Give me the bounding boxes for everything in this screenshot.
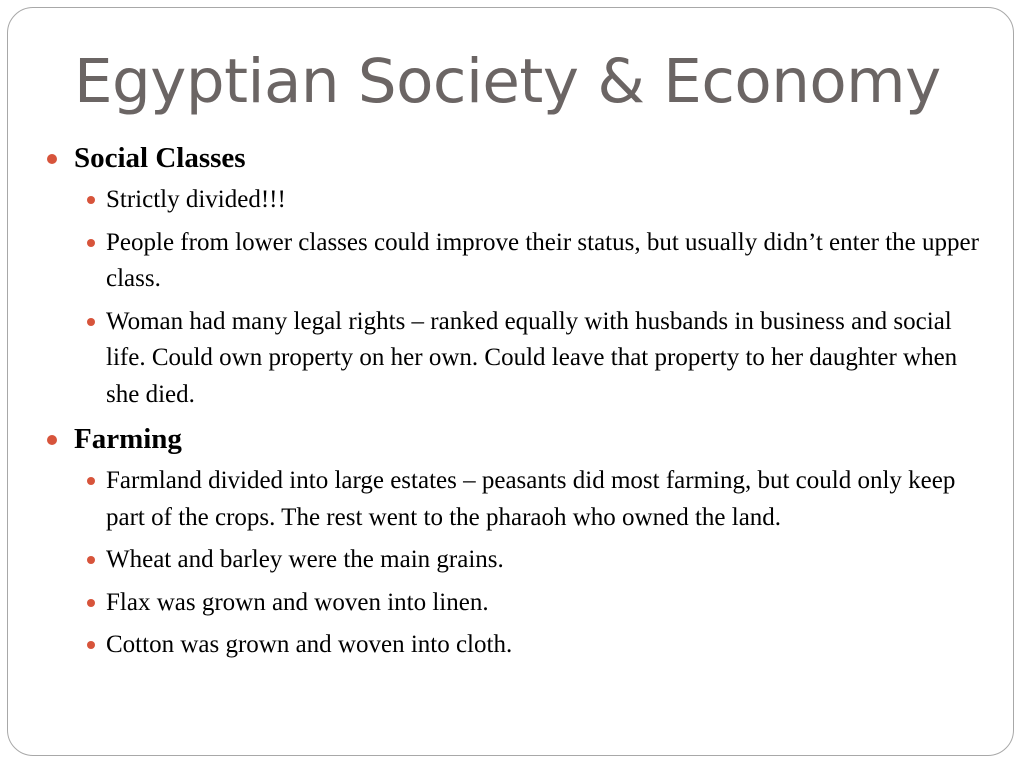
bullet-icon xyxy=(87,239,95,247)
slide-frame xyxy=(7,7,1014,756)
list-item xyxy=(44,225,994,298)
heading-text: Social Classes xyxy=(74,142,246,174)
bullet-icon xyxy=(87,477,95,485)
heading-social-classes xyxy=(44,138,994,178)
slide-title: Egyptian Society & Economy xyxy=(74,46,941,117)
list-item xyxy=(44,627,994,664)
heading-farming xyxy=(44,419,994,459)
bullet-icon xyxy=(47,154,57,164)
bullet-icon xyxy=(47,435,57,445)
list-item xyxy=(44,463,994,536)
bullet-icon xyxy=(87,196,95,204)
bullet-icon xyxy=(87,641,95,649)
list-item-text: Cotton was grown and woven into cloth. xyxy=(106,631,513,658)
bullet-icon xyxy=(87,318,95,326)
list-item-text: Wheat and barley were the main grains. xyxy=(106,546,504,573)
bullet-icon xyxy=(87,556,95,564)
heading-text: Farming xyxy=(74,423,182,455)
list-item-text: Woman had many legal rights – ranked equally with husbands in business and social life. Could own property on her own. Could leave that property to her daughter when she died. xyxy=(106,307,958,408)
section-farming xyxy=(44,419,994,664)
list-item-text: Strictly divided!!! xyxy=(106,186,286,213)
list-item-text: Farmland divided into large estates – peasants did most farming, but could only keep part of the crops. The rest went to the pharaoh who owned the land. xyxy=(106,467,956,531)
bullet-icon xyxy=(87,599,95,607)
list-item xyxy=(44,585,994,622)
section-social-classes xyxy=(44,138,994,413)
list-item-text: People from lower classes could improve their status, but usually didn’t enter the upper class. xyxy=(106,228,979,292)
list-item xyxy=(44,182,994,219)
list-item xyxy=(44,542,994,579)
list-item xyxy=(44,304,994,414)
slide-body xyxy=(44,138,994,670)
list-item-text: Flax was grown and woven into linen. xyxy=(106,588,489,616)
